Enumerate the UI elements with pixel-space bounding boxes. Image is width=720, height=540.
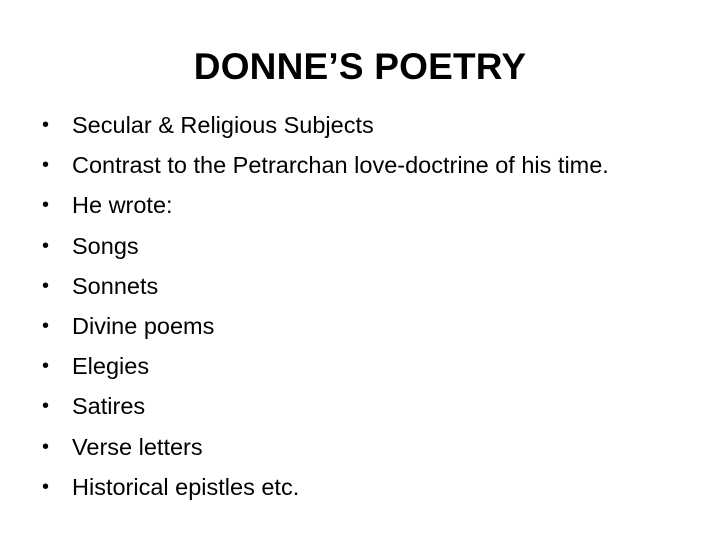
bullet-text: Secular & Religious Subjects [72, 112, 374, 138]
bullet-icon: • [42, 274, 50, 297]
bullet-text: Verse letters [72, 433, 203, 460]
bullet-icon: • [42, 154, 50, 177]
bullet-list [42, 105, 702, 507]
list-item [42, 346, 702, 386]
list-item [42, 105, 702, 145]
list-item [42, 185, 702, 225]
list-item [42, 427, 702, 467]
bullet-icon: • [42, 234, 50, 257]
bullet-icon: • [42, 314, 50, 337]
list-item [42, 266, 702, 306]
bullet-icon: • [42, 435, 50, 458]
slide-title: DONNE’S POETRY [193, 46, 527, 87]
bullet-icon: • [42, 475, 50, 498]
bullet-text: Contrast to the Petrarchan love-doctrine of his time. [72, 152, 609, 179]
list-item [42, 467, 702, 507]
list-item [42, 386, 702, 426]
list-item [42, 145, 702, 185]
list-item [42, 306, 702, 346]
bullet-icon: • [42, 194, 50, 217]
bullet-text: He wrote: [72, 192, 173, 219]
bullet-text: Songs [72, 232, 139, 259]
bullet-text: Historical epistles etc. [72, 473, 300, 500]
list-item [42, 226, 702, 266]
bullet-text: Elegies [72, 353, 150, 380]
bullet-icon: • [42, 355, 50, 378]
bullet-text: Satires [72, 393, 146, 420]
bullet-icon: • [42, 114, 50, 136]
bullet-text: Sonnets [72, 272, 159, 299]
bullet-icon: • [42, 395, 50, 418]
bullet-text: Divine poems [72, 312, 215, 339]
